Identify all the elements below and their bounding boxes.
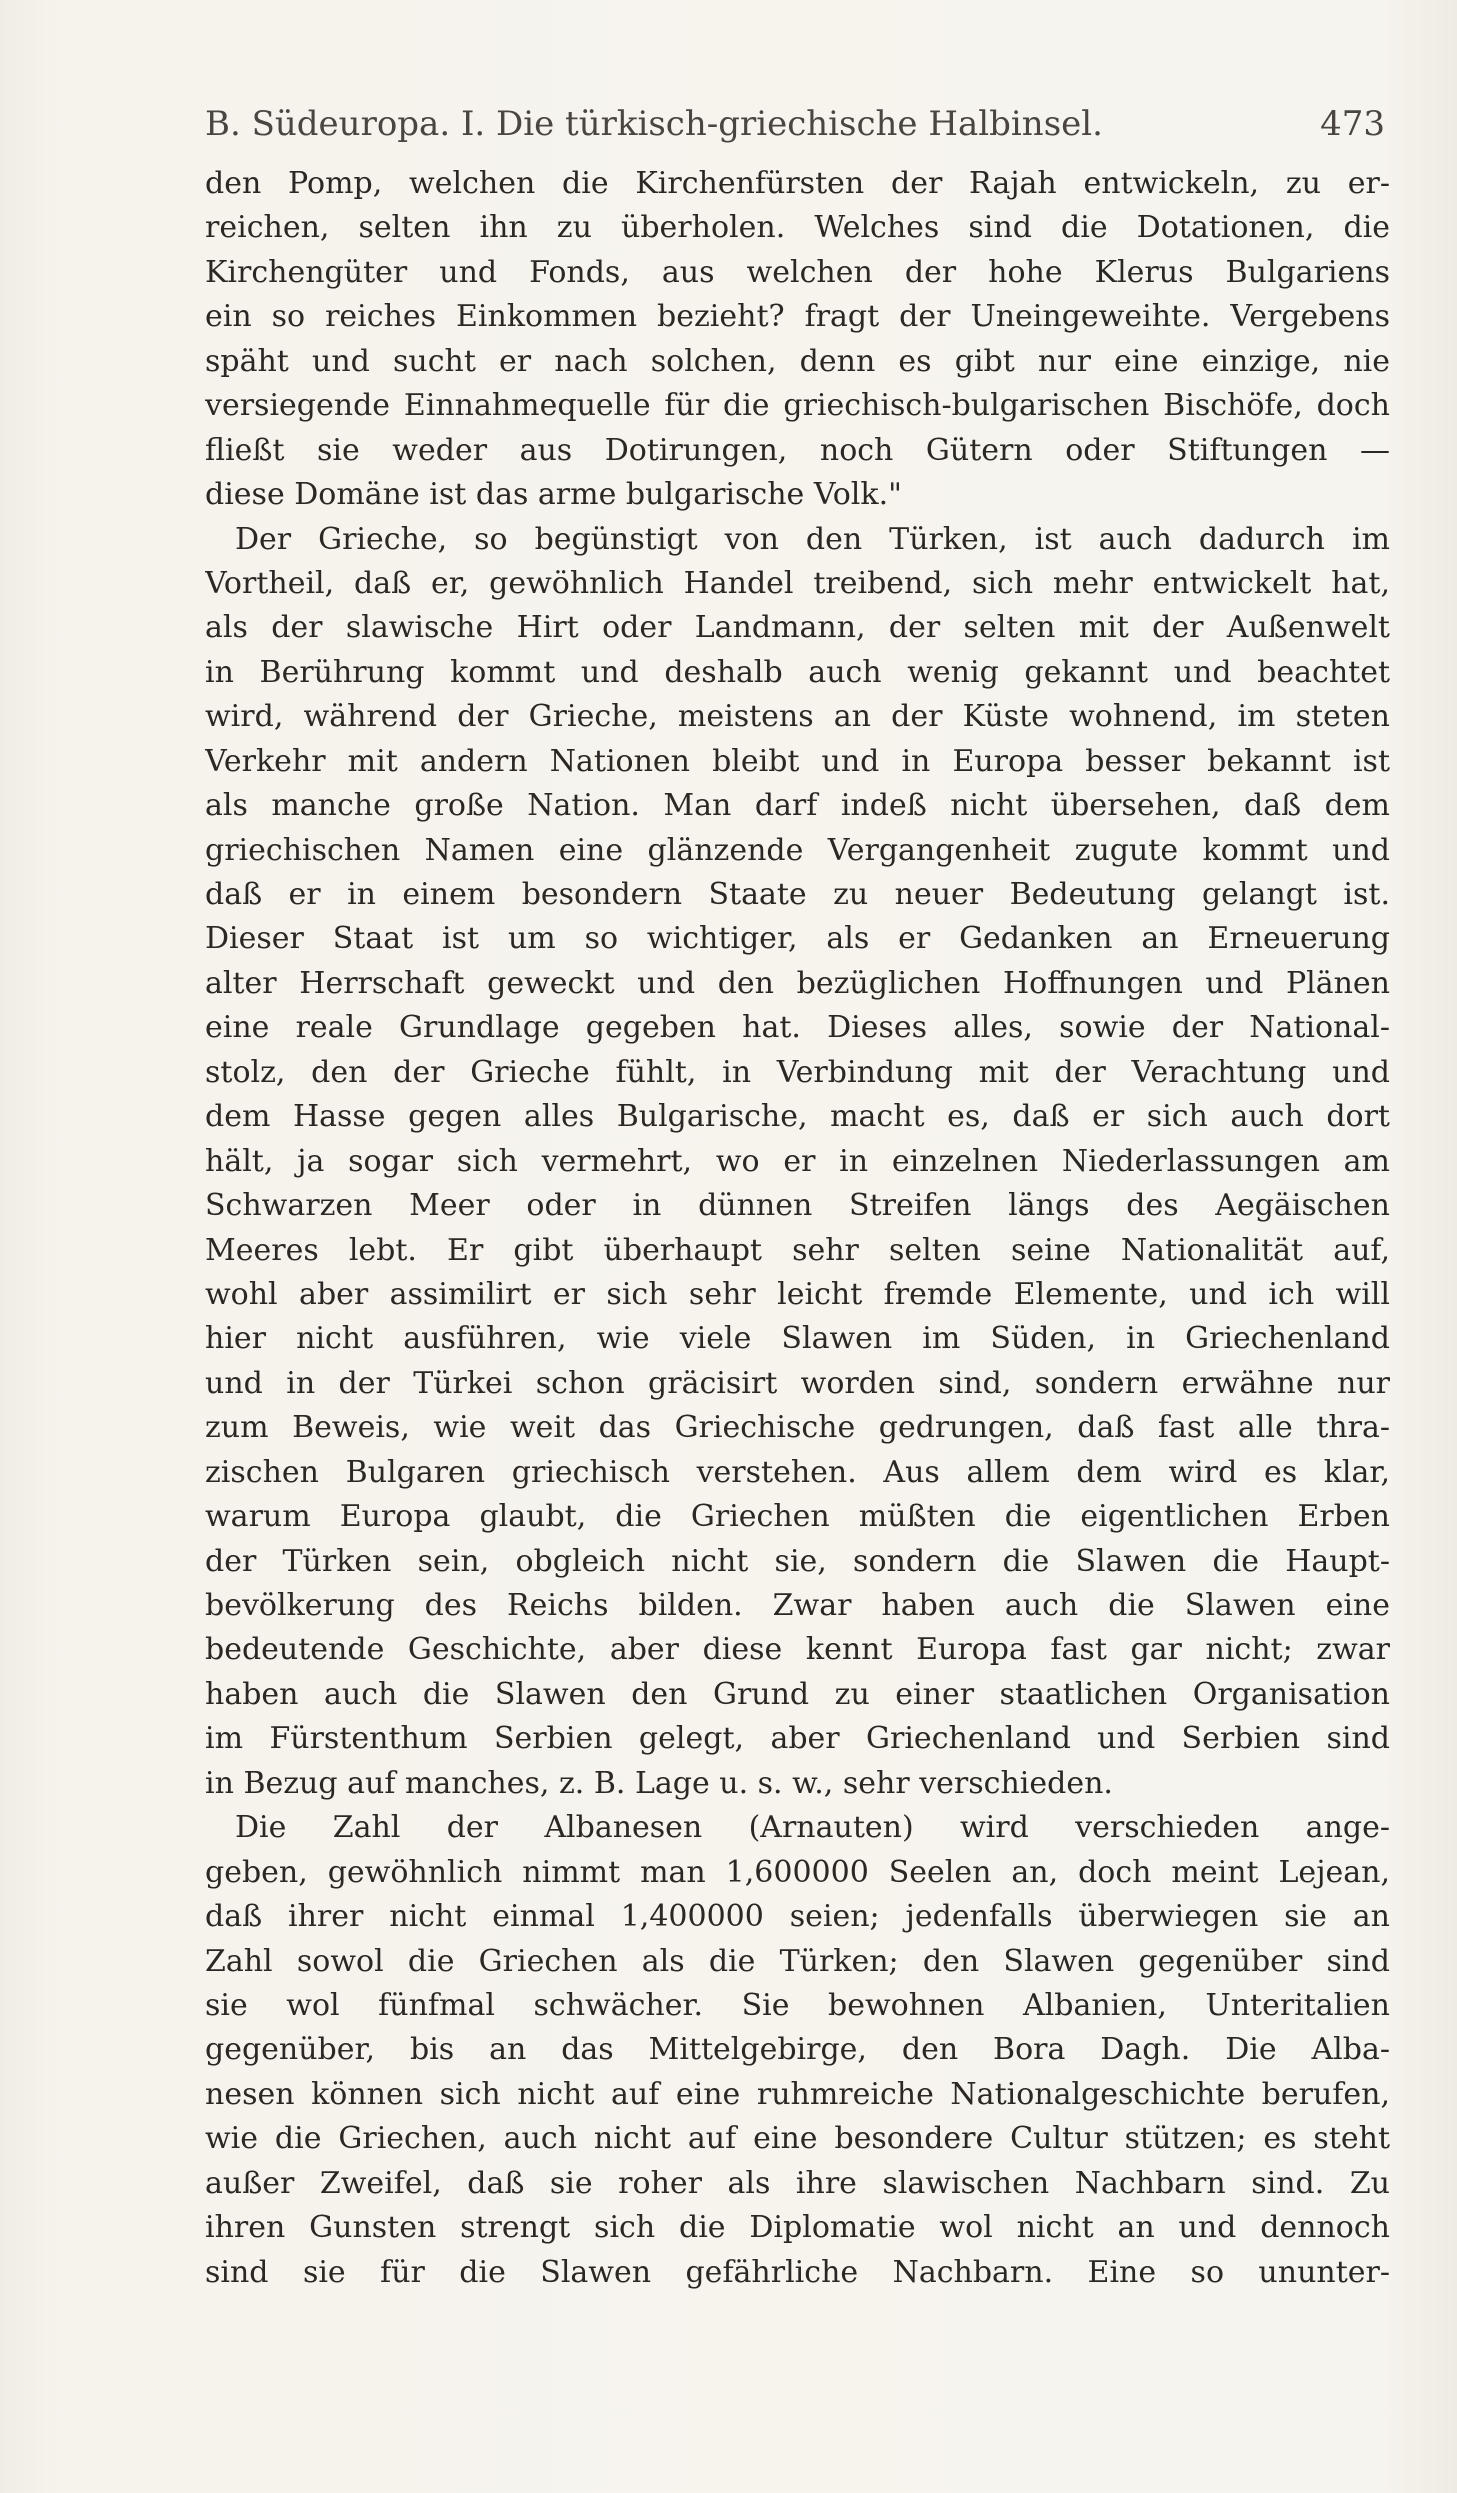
text-line: als manche große Nation. Man darf indeß nicht übersehen, daß dem [205, 788, 1390, 824]
text-line: Zahl sowol die Griechen als die Türken; den Slawen gegenüber sind [205, 1943, 1390, 1979]
text-line: Vortheil, daß er, gewöhnlich Handel treibend, sich mehr entwickelt hat, [205, 565, 1390, 601]
text-line: späht und sucht er nach solchen, denn es gibt nur eine einzige, nie [205, 343, 1390, 379]
text-line: Verkehr mit andern Nationen bleibt und in Europa besser bekannt ist [205, 743, 1390, 779]
text-line: reichen, selten ihn zu überholen. Welches sind die Dotationen, die [205, 210, 1390, 246]
text-line: im Fürstenthum Serbien gelegt, aber Griechenland und Serbien sind [205, 1721, 1390, 1757]
text-line: in Bezug auf manches, z. B. Lage u. s. w., sehr verschieden. [205, 1765, 1113, 1801]
text-line: bevölkerung des Reichs bilden. Zwar haben auch die Slawen eine [205, 1588, 1390, 1623]
text-line: wird, während der Grieche, meistens an der Küste wohnend, im steten [205, 699, 1390, 735]
text-line: wohl aber assimilirt er sich sehr leicht fremde Elemente, und ich will [205, 1276, 1390, 1312]
page-header [205, 100, 1385, 148]
text-line: nesen können sich nicht auf eine ruhmreiche Nationalgeschichte berufen, [205, 2076, 1390, 2112]
text-line: in Berührung kommt und deshalb auch wenig gekannt und beachtet [205, 654, 1390, 690]
text-line: alter Herrschaft geweckt und den bezüglichen Hoffnungen und Plänen [205, 965, 1390, 1001]
text-line: zum Beweis, wie weit das Griechische gedrungen, daß fast alle thra- [205, 1410, 1390, 1446]
running-title: B. Südeuropa. I. Die türkisch-griechische Halbinsel. [205, 104, 1103, 144]
text-line: haben auch die Slawen den Grund zu einer staatlichen Organisation [205, 1676, 1390, 1712]
page-number: 473 [1320, 104, 1385, 144]
text-line: hier nicht ausführen, wie viele Slawen im Süden, in Griechenland [205, 1321, 1390, 1357]
text-line: dem Hasse gegen alles Bulgarische, macht es, daß er sich auch dort [205, 1099, 1390, 1135]
body-text [205, 162, 1390, 2472]
text-line: außer Zweifel, daß sie roher als ihre slawischen Nachbarn sind. Zu [205, 2165, 1390, 2201]
paragraph-start: Der Grieche, so begünstigt von den Türken, ist auch dadurch im [235, 521, 1390, 557]
text-line: daß er in einem besondern Staate zu neuer Bedeutung gelangt ist. [205, 877, 1390, 912]
text-line: hält, ja sogar sich vermehrt, wo er in einzelnen Niederlassungen am [205, 1143, 1390, 1179]
text-line: geben, gewöhnlich nimmt man 1,600000 Seelen an, doch meint Lejean, [205, 1854, 1390, 1890]
text-line: Kirchengüter und Fonds, aus welchen der hohe Klerus Bulgariens [205, 254, 1390, 290]
text-line: versiegende Einnahmequelle für die griechisch-bulgarischen Bischöfe, doch [205, 388, 1390, 424]
text-line: bedeutende Geschichte, aber diese kennt Europa fast gar nicht; zwar [205, 1632, 1390, 1668]
text-line: ein so reiches Einkommen bezieht? fragt der Uneingeweihte. Vergebens [205, 299, 1390, 335]
text-line: daß ihrer nicht einmal 1,400000 seien; jedenfalls überwiegen sie an [205, 1899, 1390, 1935]
text-line: warum Europa glaubt, die Griechen müßten die eigentlichen Erben [205, 1499, 1390, 1535]
text-line: Schwarzen Meer oder in dünnen Streifen längs des Aegäischen [205, 1188, 1390, 1224]
text-line: gegenüber, bis an das Mittelgebirge, den Bora Dagh. Die Alba- [205, 2032, 1390, 2068]
text-line: den Pomp, welchen die Kirchenfürsten der Rajah entwickeln, zu er- [205, 166, 1390, 201]
text-line: Meeres lebt. Er gibt überhaupt sehr selten seine Nationalität auf, [205, 1232, 1390, 1268]
text-line: zischen Bulgaren griechisch verstehen. Aus allem dem wird es klar, [205, 1454, 1390, 1490]
text-line: eine reale Grundlage gegeben hat. Dieses alles, sowie der National- [205, 1010, 1390, 1046]
text-line: wie die Griechen, auch nicht auf eine besondere Cultur stützen; es steht [205, 2121, 1390, 2157]
text-line: sind sie für die Slawen gefährliche Nachbarn. Eine so ununter- [205, 2254, 1390, 2290]
text-line: ihren Gunsten strengt sich die Diplomatie wol nicht an und dennoch [205, 2210, 1390, 2246]
text-line: und in der Türkei schon gräcisirt worden sind, sondern erwähne nur [205, 1365, 1390, 1401]
text-line: diese Domäne ist das arme bulgarische Volk." [205, 477, 902, 513]
text-line: stolz, den der Grieche fühlt, in Verbindung mit der Verachtung und [205, 1054, 1390, 1090]
text-line: als der slawische Hirt oder Landmann, der selten mit der Außenwelt [205, 610, 1390, 646]
text-line: sie wol fünfmal schwächer. Sie bewohnen Albanien, Unteritalien [205, 1987, 1390, 2023]
text-line: griechischen Namen eine glänzende Vergangenheit zugute kommt und [205, 832, 1390, 868]
paragraph-start: Die Zahl der Albanesen (Arnauten) wird verschieden ange- [235, 1810, 1390, 1846]
text-line: der Türken sein, obgleich nicht sie, sondern die Slawen die Haupt- [205, 1543, 1390, 1579]
text-line: fließt sie weder aus Dotirungen, noch Gütern oder Stiftungen — [205, 432, 1390, 468]
text-line: Dieser Staat ist um so wichtiger, als er Gedanken an Erneuerung [205, 921, 1390, 957]
